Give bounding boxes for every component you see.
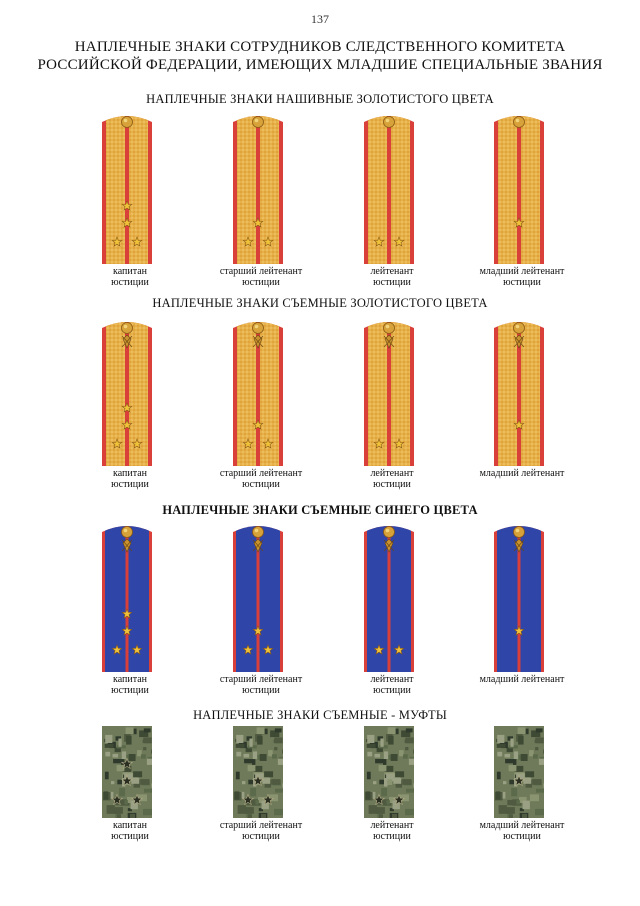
rank-caption (457, 675, 587, 686)
rank-caption (65, 267, 195, 288)
page-number: 137 (311, 12, 329, 26)
rank-name: капитан (113, 674, 147, 685)
board-stripe (387, 112, 391, 264)
shoulder-board-svg (102, 726, 152, 818)
shoulder-board-svg (233, 318, 283, 466)
shoulder-board-image (364, 726, 414, 818)
button-icon (384, 117, 395, 128)
rank-name: капитан (113, 468, 147, 479)
rank-caption (327, 821, 457, 842)
rank-caption (65, 469, 195, 490)
button-icon (384, 527, 395, 538)
shoulder-board-image (102, 112, 152, 264)
board-stripe (125, 112, 129, 264)
rank-suffix: юстиции (111, 276, 149, 288)
rank-suffix: юстиции (373, 276, 411, 288)
rank-suffix: юстиции (111, 478, 149, 490)
button-icon (122, 117, 133, 128)
title-line-2: РОССИЙСКОЙ ФЕДЕРАЦИИ, ИМЕЮЩИХ МЛАДШИЕ СПЕЦИАЛЬНЫЕ ЗВАНИЯ (37, 57, 603, 73)
shoulder-board-svg (364, 112, 414, 264)
section-heading: НАПЛЕЧНЫЕ ЗНАКИ СЪЕМНЫЕ - МУФТЫ (193, 708, 447, 722)
shoulder-board-image (102, 726, 152, 818)
shoulder-board-image (494, 318, 544, 466)
rank-caption (196, 821, 326, 842)
section-heading: НАПЛЕЧНЫЕ ЗНАКИ СЪЕМНЫЕ ЗОЛОТИСТОГО ЦВЕТА (152, 296, 488, 310)
button-icon (253, 527, 264, 538)
rank-name: младший лейтенант (479, 468, 565, 479)
rank-name: лейтенант (370, 820, 414, 831)
rank-suffix: юстиции (373, 478, 411, 490)
rank-caption (65, 821, 195, 842)
rank-name: младший лейтенант (479, 674, 565, 685)
rank-name: капитан (113, 820, 147, 831)
rank-caption (457, 821, 587, 842)
rank-caption (327, 469, 457, 490)
rank-name: старший лейтенант (219, 674, 303, 685)
shoulder-board-svg (364, 318, 414, 466)
rank-caption (457, 469, 587, 480)
title-line-1: НАПЛЕЧНЫЕ ЗНАКИ СОТРУДНИКОВ СЛЕДСТВЕННОГО КОМИТЕТА (74, 39, 566, 55)
shoulder-board-row (0, 112, 640, 292)
rank-name: старший лейтенант (219, 468, 303, 479)
button-icon (514, 527, 525, 538)
rank-caption (327, 267, 457, 288)
shoulder-board-svg (364, 522, 414, 672)
rank-caption (457, 267, 587, 288)
shoulder-board-svg (102, 112, 152, 264)
rank-suffix: юстиции (111, 684, 149, 696)
button-icon (122, 527, 133, 538)
rank-name: лейтенант (370, 468, 414, 479)
rank-name: старший лейтенант (219, 266, 303, 277)
shoulder-board-image (233, 318, 283, 466)
rank-suffix: юстиции (242, 684, 280, 696)
rank-name: капитан (113, 266, 147, 277)
shoulder-board-svg (494, 112, 544, 264)
rank-suffix: юстиции (242, 478, 280, 490)
rank-suffix: юстиции (503, 830, 541, 842)
rank-caption (196, 469, 326, 490)
shoulder-board-row (0, 726, 640, 906)
shoulder-board-image (494, 726, 544, 818)
button-icon (253, 117, 264, 128)
rank-suffix: юстиции (111, 830, 149, 842)
rank-suffix: юстиции (242, 276, 280, 288)
button-icon (122, 323, 133, 334)
shoulder-board-image (364, 318, 414, 466)
button-icon (514, 323, 525, 334)
rank-name: лейтенант (370, 674, 414, 685)
rank-name: лейтенант (370, 266, 414, 277)
shoulder-board-image (102, 522, 152, 672)
shoulder-board-image (233, 112, 283, 264)
shoulder-board-svg (233, 112, 283, 264)
rank-caption (65, 675, 195, 696)
shoulder-board-svg (494, 726, 544, 818)
rank-suffix: юстиции (373, 830, 411, 842)
shoulder-board-svg (102, 522, 152, 672)
document-title (0, 38, 640, 74)
button-icon (514, 117, 525, 128)
rank-name: старший лейтенант (219, 820, 303, 831)
shoulder-board-svg (233, 522, 283, 672)
shoulder-board-image (494, 112, 544, 264)
button-icon (253, 323, 264, 334)
section-heading: НАПЛЕЧНЫЕ ЗНАКИ СЪЕМНЫЕ СИНЕГО ЦВЕТА (162, 503, 478, 517)
rank-suffix: юстиции (242, 830, 280, 842)
board-stripe (517, 112, 521, 264)
rank-caption (327, 675, 457, 696)
shoulder-board-image (233, 726, 283, 818)
shoulder-board-svg (494, 522, 544, 672)
shoulder-board-row (0, 318, 640, 498)
board-stripe (256, 112, 260, 264)
shoulder-board-svg (102, 318, 152, 466)
shoulder-board-image (364, 112, 414, 264)
section-heading: НАПЛЕЧНЫЕ ЗНАКИ НАШИВНЫЕ ЗОЛОТИСТОГО ЦВЕТА (146, 92, 494, 106)
shoulder-board-image (233, 522, 283, 672)
rank-caption (196, 675, 326, 696)
rank-name: младший лейтенант (479, 266, 565, 277)
rank-suffix: юстиции (503, 276, 541, 288)
rank-name: младший лейтенант (479, 820, 565, 831)
shoulder-board-image (494, 522, 544, 672)
rank-caption (196, 267, 326, 288)
shoulder-board-svg (364, 726, 414, 818)
shoulder-board-image (102, 318, 152, 466)
shoulder-board-svg (494, 318, 544, 466)
shoulder-board-row (0, 522, 640, 702)
button-icon (384, 323, 395, 334)
rank-suffix: юстиции (373, 684, 411, 696)
shoulder-board-svg (233, 726, 283, 818)
shoulder-board-image (364, 522, 414, 672)
